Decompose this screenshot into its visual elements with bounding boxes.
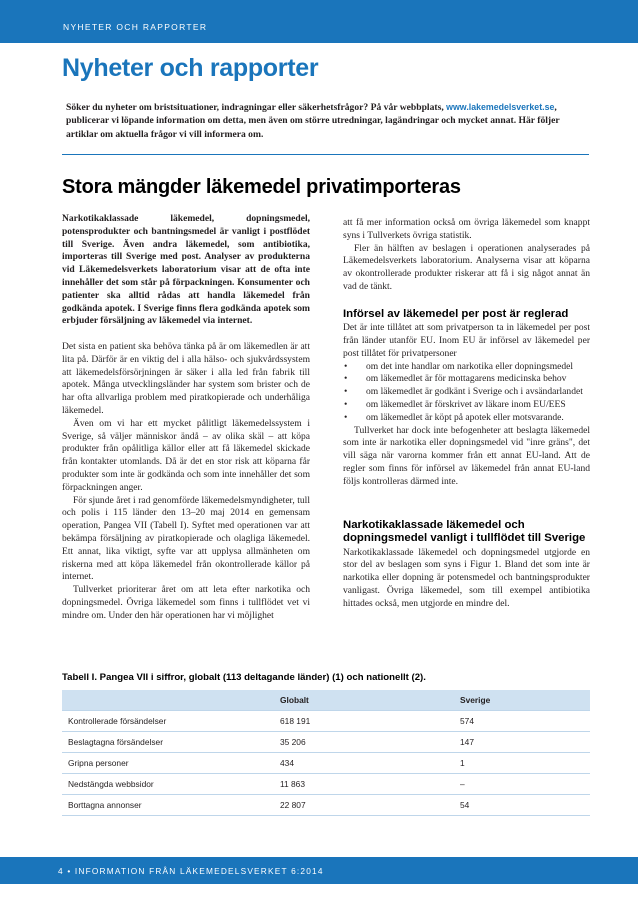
cell-globalt: 35 206 xyxy=(274,732,454,753)
row-label: Nedstängda webbsidor xyxy=(62,774,274,795)
table-row xyxy=(62,795,590,816)
bullet-icon: • xyxy=(344,411,348,423)
list-item-text: om det inte handlar om narkotika eller dopningsmedel xyxy=(366,360,574,372)
bullet-icon: • xyxy=(344,386,348,398)
article-title: Stora mängder läkemedel privatimporteras xyxy=(62,176,461,198)
paragraph: Det sista en patient ska behöva tänka på är om läkemedlen är att lita på. Därför är en viktig del i alla hälso- och sjukvårdssystem att läkemedelsförsörjningen är säker i alla led från fabrik till apotek. Många utvecklingsländer har system som brister och de har ofta allvarliga problem med piratkopierade och underhåliga läkemedel. xyxy=(62,340,310,416)
table-row xyxy=(62,711,590,732)
paragraph: Tullverket prioriterar året om att leta efter narkotika och dopningsmedel. Övriga läkemedel som finns i tullflödet vet vi mindre om. Under den här operationen har vi möjlighet xyxy=(62,584,310,621)
subheading-narcotics: Narkotikaklassade läkemedel och dopningsmedel vanligt i tullflödet till Sverige xyxy=(343,518,586,545)
paragraph: Narkotikaklassade läkemedel och dopningsmedel utgjorde en stor del av beslagen som syns i Figur 1. Bland det som inte är narkotika eller dopning är potensmedel och bantningsprodukter vanligast. Övriga läkemedel, som till exempel antibiotika hittades också, men utgjorde en mindre del. xyxy=(343,546,590,609)
article-left-column xyxy=(62,213,310,623)
table-row xyxy=(62,732,590,753)
list-item-text: om läkemedlet är köpt på apotek eller motsvarande. xyxy=(366,411,564,423)
list-item xyxy=(343,386,590,399)
intro-text-end: , publicerar vi löpande information om detta, men även om större utredningar, lagändringar och mycket annat. Här följer artiklar om aktuella frågor vi vill informera om. xyxy=(66,102,560,140)
cell-sverige: – xyxy=(454,774,590,795)
list-item xyxy=(343,412,590,425)
header-bar xyxy=(0,0,638,43)
row-label: Beslagtagna försändelser xyxy=(62,732,274,753)
footer-text: 4 • INFORMATION FRÅN LÄKEMEDELSVERKET 6:2014 xyxy=(58,866,324,876)
article-right-column xyxy=(343,217,590,611)
cell-globalt: 618 191 xyxy=(274,711,454,732)
table-header-row xyxy=(62,690,590,711)
cell-globalt: 11 863 xyxy=(274,774,454,795)
cell-sverige: 1 xyxy=(454,753,590,774)
column-header-sverige: Sverige xyxy=(454,690,590,711)
section-divider xyxy=(62,154,589,155)
subheading-import-rules: Införsel av läkemedel per post är reglerad xyxy=(343,307,569,320)
cell-globalt: 434 xyxy=(274,753,454,774)
table-row xyxy=(62,753,590,774)
paragraph: Fler än hälften av beslagen i operationen analyserades på Läkemedelsverkets laboratorium. Analyserna visar att köparna av okontrollerade produkter riskerar att få i sig något annat än vad de tänkt. xyxy=(343,242,590,292)
column-header xyxy=(62,690,274,711)
rules-list xyxy=(343,361,590,425)
footer-bar xyxy=(0,857,638,884)
row-label: Borttagna annonser xyxy=(62,795,274,816)
list-item xyxy=(343,399,590,412)
list-item-text: om läkemedlet är för mottagarens medicinska behov xyxy=(366,373,567,385)
article-lead: Narkotikaklassade läkemedel, dopningsmedel, potensprodukter och bantningsmedel är vanligt i postflödet till Sverige. Även andra läkemedel, som antibiotika, importeras till Sverige med post. Analyser av produkterna vid Läkemedelsverkets laboratorium visar att de ofta inte innehåller det som står på förpackningen. Konsumenter och patienter ska alltid rådas att handla läkemedel från godkända apotek. I Sverige finns flera godkända apotek som erbjuder försäljning av läkemedel via internet. xyxy=(62,213,310,327)
section-label: NYHETER OCH RAPPORTER xyxy=(63,22,208,32)
paragraph: Det är inte tillåtet att som privatperson ta in läkemedel per post från länder utanför EU. Inom EU är införsel av läkemedel per post tillåtet för privatpersoner xyxy=(343,322,590,359)
website-link[interactable]: www.lakemedelsverket.se xyxy=(446,102,555,112)
row-label: Kontrollerade försändelser xyxy=(62,711,274,732)
intro-text xyxy=(66,101,586,141)
cell-sverige: 574 xyxy=(454,711,590,732)
row-label: Gripna personer xyxy=(62,753,274,774)
table-row xyxy=(62,774,590,795)
bullet-icon: • xyxy=(344,399,348,411)
cell-sverige: 147 xyxy=(454,732,590,753)
bullet-icon: • xyxy=(344,373,348,385)
table-caption: Tabell I. Pangea VII i siffror, globalt (113 deltagande länder) (1) och nationellt (2). xyxy=(62,672,426,683)
cell-globalt: 22 807 xyxy=(274,795,454,816)
bullet-icon: • xyxy=(344,360,348,372)
list-item-text: om läkemedlet är förskrivet av läkare inom EU/EES xyxy=(366,399,566,411)
list-item xyxy=(343,361,590,374)
page-title: Nyheter och rapporter xyxy=(62,54,319,82)
list-item-text: om läkemedlet är godkänt i Sverige och i avsändarlandet xyxy=(366,386,583,398)
list-item xyxy=(343,373,590,386)
paragraph: För sjunde året i rad genomförde läkemedelsmyndigheter, tull och polis i 115 länder den 13–20 maj 2014 en gemensam operation, Pangea VII (Tabell I). Syftet med operationen var att bekämpa försäljning av piratkopierade och olagliga läkemedel. Ett annat, lika viktigt, syfte var att upplysa allmänheten om riskerna med att köpa läkemedel från okontrollerade källor på internet. xyxy=(62,494,310,583)
paragraph: Tullverket har dock inte befogenheter att beslagta läkemedel som inte är narkotika eller dopningsmedel vid "inre gräns", det vill säga när varorna kommer från ett annat EU-land. Att de regler som finns för införsel av läkemedel från annat EU-land följs kontrolleras därmed inte. xyxy=(343,424,590,487)
pangea-table xyxy=(62,690,590,816)
paragraph: att få mer information också om övriga läkemedel som knappt syns i Tullverkets övriga statistik. xyxy=(343,217,590,241)
column-header-globalt: Globalt xyxy=(274,690,454,711)
paragraph: Även om vi har ett mycket pålitligt läkemedelssystem i Sverige, så väljer människor ändå – av olika skäl – att köpa produkter från opålitliga källor eller att få läkemedel skickade från kontakter utomlands. Då är det en stor risk att köparna får produkter som inte är godkända och som inte innehåller det som förpackningen anger. xyxy=(62,417,310,493)
intro-text-start: Söker du nyheter om bristsituationer, indragningar eller säkerhetsfrågor? På vår webbplats, xyxy=(66,102,447,113)
cell-sverige: 54 xyxy=(454,795,590,816)
